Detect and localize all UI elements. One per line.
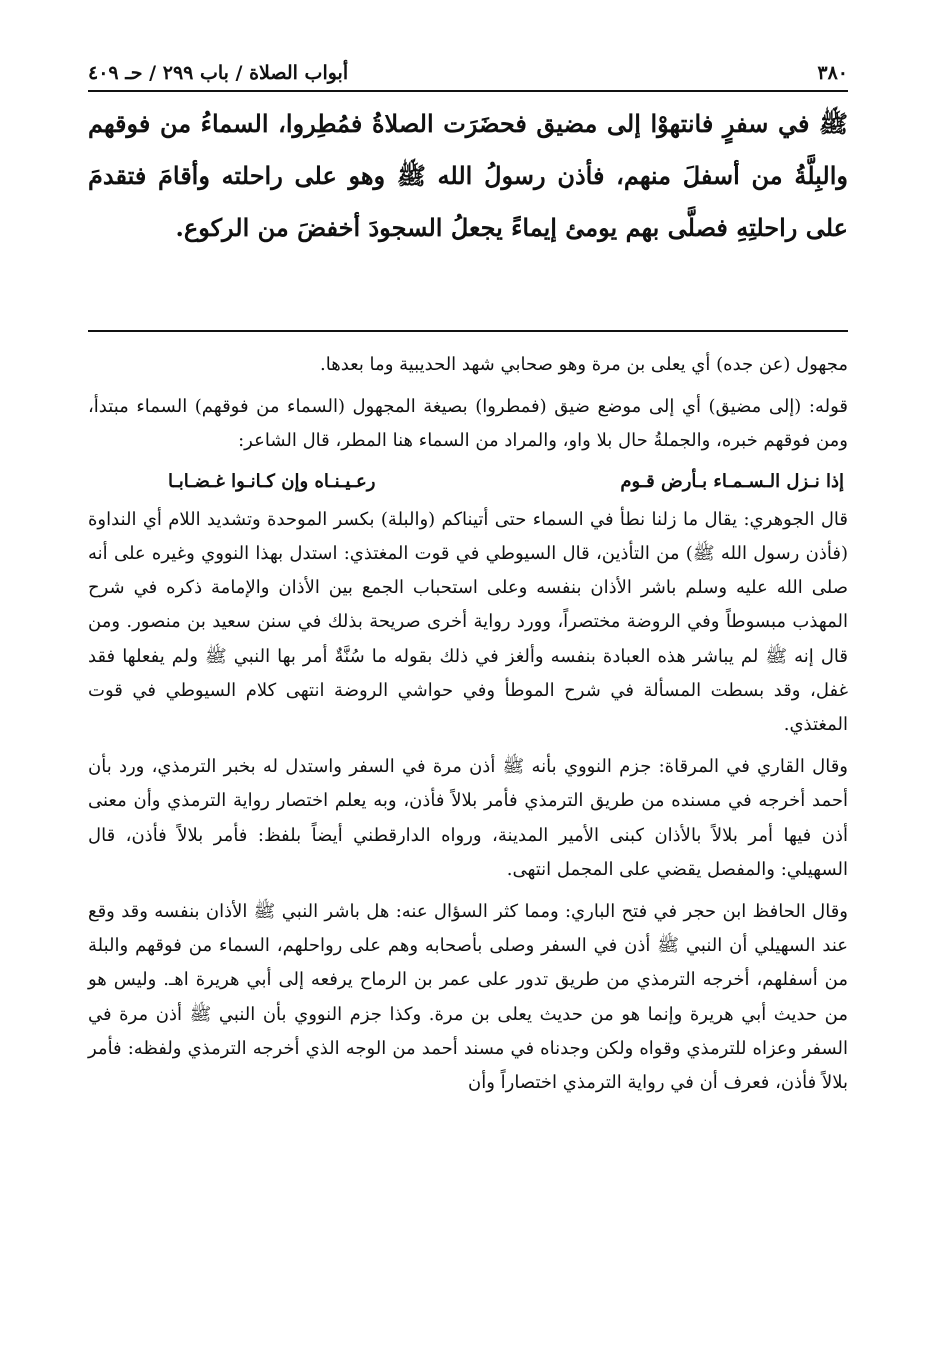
commentary-paragraph-narrator: مجهول (عن جده) أي يعلى بن مرة وهو صحابي شهد الحديبية وما بعدها. [320,354,848,375]
running-header [88,58,848,92]
footnote-separator [88,330,848,332]
verse-first-hemistich: إذا نـزل الـسـمـاء بـأرض قـوم [620,470,844,492]
commentary-paragraph-ibn-hajar: وقال الحافظ ابن حجر في فتح الباري: ومما كثر السؤال عنه: هل باشر النبي ﷺ الأذان بنفسه وقد وقع عند السهيلي أن النبي ﷺ أذن في السفر وصلى بأصحابه وهم على رواحلهم، السماء من فوقهم والبلة من أسفلهم، أخرجه الترمذي من طريق تدور على عمر بن الرماح يرفعه إلى أبي هريرة اهـ. وليس هو من حديث أبي هريرة وإنما هو من حديث يعلى بن مرة. وكذا جزم النووي بأن النبي ﷺ أذن مرة في السفر وعزاه للترمذي وقواه ولكن وجدناه في مسند أحمد من الوجه الذي أخرجه الترمذي ولفظه: فأمر بلالاً فأذن، فعرف أن في رواية الترمذي اختصاراً وأن [88,901,849,1094]
book-page [88,58,849,1094]
page-number: ٣٨٠ [817,62,848,84]
commentary [88,348,848,1100]
verse-second-hemistich: رعـيـنـاه وإن كـانـوا غـضـابـا [168,470,376,492]
commentary-paragraph-jawhari: قال الجوهري: يقال ما زلنا نطأ في السماء حتى أتيناكم (والبلة) بكسر الموحدة وتشديد اللام أي النداوة (فأذن رسول الله ﷺ) من التأذين، قال السيوطي في قوت المغتذي: استدل بهذا النووي وغيره على أنه صلى الله عليه وسلم باشر الأذان بنفسه وعلى استحباب الجمع بين الأذان والإمامة ذكره في شرح المهذب مبسوطاً وفي الروضة مختصراً، وورد رواية أخرى صريحة بذلك في سنن سعيد بن منصور. ومن قال إنه ﷺ لم يباشر هذه العبادة بنفسه وألغز في ذلك بقوله ما سُنَّةٌ أمر بها النبي ﷺ ولم يفعلها فقد غفل، وقد بسطت المسألة في شرح الموطأ وفي حواشي الروضة انتهى كلام السيوطي في قوت المغتذي. [88,508,848,736]
running-title: أبواب الصلاة / باب ٢٩٩ / حـ ٤٠٩ [88,62,349,84]
commentary-paragraph-qari: وقال القاري في المرقاة: جزم النووي بأنه ﷺ أذن مرة في السفر واستدل له بخبر الترمذي، ورد بأن أحمد أخرجه في مسنده من طريق الترمذي فأمر بلالاً فأذن، وبه يعلم اختصار رواية الترمذي وأن معنى أذن فيها أمر بلالاً بالأذان كبنى الأمير المدينة، ورواه الدارقطني أيضاً بلفظ: فأمر بلالاً فأذن، قال السهيلي: والمفصل يقضي على المجمل انتهى. [88,756,848,880]
commentary-paragraph-explanation: قوله: (إلى مضيق) أي إلى موضع ضيق (فمطروا) بصيغة المجهول (السماء من فوقهم) السماء مبتدأ، ومن فوقهم خبره، والجملةُ حال بلا واو، والمراد من السماء هنا المطر، قال الشاعر: [88,396,848,452]
poetry-verse [88,465,848,499]
hadith-paragraph: ﷺ في سفرٍ فانتهوْا إلى مضيق فحضَرَت الصلاةُ فمُطِروا، السماءُ من فوقهم والبِلَّةُ من أسفلَ منهم، فأذن رسولُ الله ﷺ وهو على راحلته وأقامَ فتقدمَ على راحلتِهِ فصلَّى بهم يومئ إيماءً يجعلُ السجودَ أخفضَ من الركوع. [88,109,848,242]
hadith-text [88,98,848,254]
